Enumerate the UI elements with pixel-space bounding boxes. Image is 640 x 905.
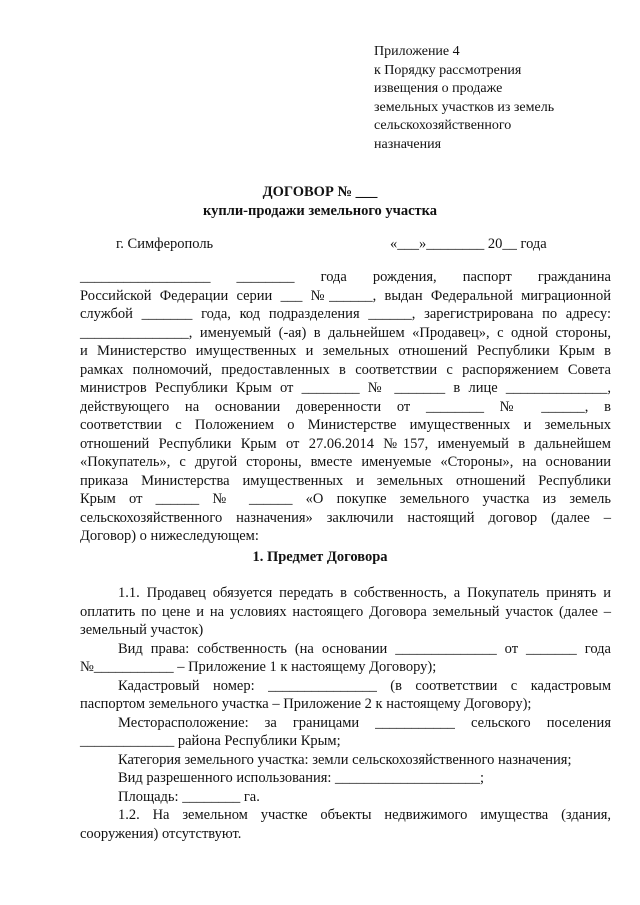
preamble-line: приказа Министерства имущественных и земельных отношений Республики xyxy=(80,472,611,489)
section-title: 1. Предмет Договора xyxy=(252,549,388,565)
contract-date: «___»________ 20__ года xyxy=(390,236,547,252)
appendix-line: Приложение 4 xyxy=(374,44,460,59)
preamble-paragraph xyxy=(80,268,611,546)
preamble-line: Российской Федерации серии ___ №______, выдан Федеральной миграционной xyxy=(80,287,611,304)
appendix-line: сельскохозяйственного xyxy=(374,118,512,133)
preamble-line: сельскохозяйственного назначения» заключили настоящий договор (далее – xyxy=(80,509,611,526)
contract-title: ДОГОВОР № ___ xyxy=(262,184,378,200)
section-line: 1.2. На земельном участке объекты недвижимого имущества (здания, xyxy=(118,807,611,823)
preamble-line: _______________, именуемый (-ая) в дальнейшем «Продавец», с одной стороны, xyxy=(80,324,611,341)
section-line: 1.1. Продавец обязуется передать в собственность, а Покупатель принять и xyxy=(118,585,611,601)
contract-city: г. Симферополь xyxy=(116,236,214,252)
section-line: оплатить по цене и на условиях настоящего Договора земельный участок (далее – xyxy=(80,603,611,620)
preamble-line: и Министерство имущественных и земельных отношений Республики Крым в xyxy=(80,343,611,359)
preamble-line: отношений Республики Крым от 27.06.2014 №157, именуемый в дальнейшем xyxy=(80,435,611,452)
preamble-line: министров Республики Крым от ________ № _______ в лице ______________, xyxy=(80,380,611,396)
appendix-note xyxy=(374,43,604,154)
contract-subtitle: купли-продажи земельного участка xyxy=(202,203,438,219)
section-line: сооружения) отсутствуют. xyxy=(80,825,242,842)
section-line: Площадь: ________ га. xyxy=(118,788,260,805)
section-body xyxy=(80,584,611,843)
preamble-line: соответствии с Положением о Министерстве имущественных и земельных xyxy=(80,417,611,433)
section-line: паспортом земельного участка – Приложение 2 к настоящему Договору); xyxy=(80,696,532,712)
section-line: Категория земельного участка: земли сельскохозяйственного назначения; xyxy=(118,751,572,768)
section-line: Месторасположение: за границами ___________ сельского поселения xyxy=(118,714,611,731)
section-line: Вид разрешенного использования: ____________________; xyxy=(118,770,485,786)
appendix-line: назначения xyxy=(374,136,442,152)
preamble-line: службой _______ года, код подразделения ______, зарегистрирована по адресу: xyxy=(80,306,611,322)
preamble-line: действующего на основании доверенности от ________ № ______, в xyxy=(80,398,611,415)
appendix-line: земельных участков из земель xyxy=(374,99,555,115)
preamble-line: Договор) о нижеследующем: xyxy=(80,528,259,544)
preamble-line: рамках полномочий, предоставленных в соответствии с распоряжением Совета xyxy=(80,361,611,378)
section-line: №___________ – Приложение 1 к настоящему Договору); xyxy=(80,659,437,675)
preamble-line: __________________ ________ года рождения, паспорт гражданина xyxy=(80,269,611,285)
preamble-line: Крым от ______ № ______ «О покупке земельного участка из земель xyxy=(80,491,611,507)
section-line: Вид права: собственность (на основании ______________ от _______ года xyxy=(118,640,611,657)
section-line: _____________ района Республики Крым; xyxy=(80,733,341,749)
appendix-line: к Порядку рассмотрения xyxy=(374,62,522,78)
section-line: Кадастровый номер: _______________ (в соответствии с кадастровым xyxy=(118,677,611,694)
appendix-line: извещения о продаже xyxy=(374,81,503,96)
preamble-line: «Покупатель», с другой стороны, вместе именуемые «Стороны», на основании xyxy=(80,454,611,470)
section-line: земельный участок) xyxy=(80,622,204,638)
